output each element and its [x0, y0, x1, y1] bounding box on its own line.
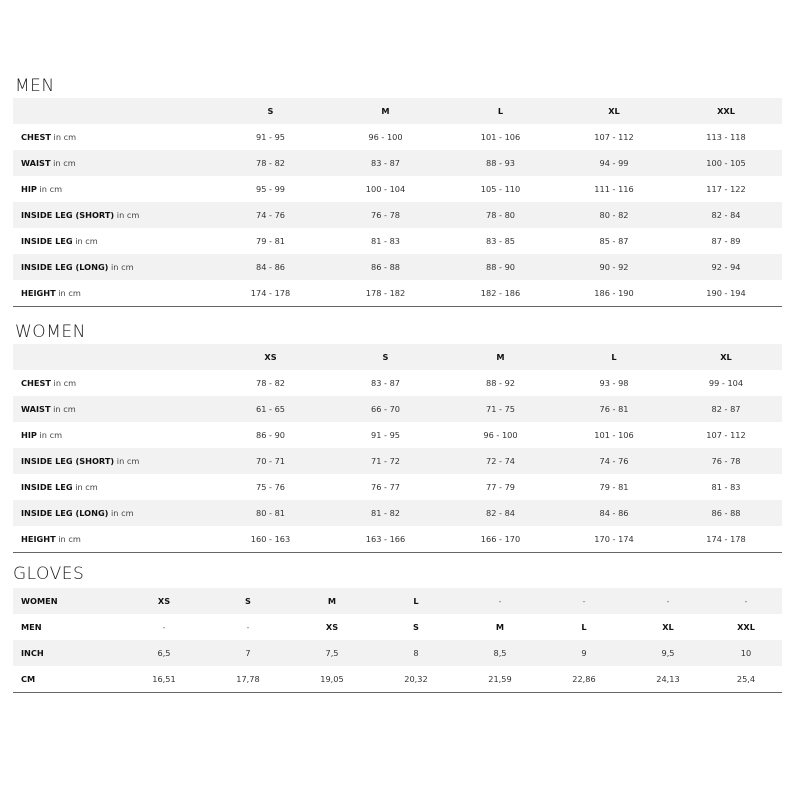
row-label-unit: in cm [108, 508, 134, 518]
men-title: MEN [15, 76, 55, 96]
table-cell: 91 - 95 [371, 430, 400, 440]
table-cell: 95 - 99 [256, 184, 285, 194]
table-cell: M [290, 588, 374, 614]
table-cell: 76 - 77 [371, 482, 400, 492]
row-label-measure: WAIST [21, 404, 51, 414]
table-cell: 82 - 87 [670, 396, 782, 422]
table-cell: XXL [737, 622, 755, 632]
table-cell: 88 - 92 [486, 378, 515, 388]
gloves-row-women [13, 588, 782, 614]
women-row-hip [13, 422, 782, 448]
table-cell: 7,5 [290, 640, 374, 666]
row-label-unit: in cm [114, 210, 140, 220]
table-cell: 92 - 94 [670, 254, 782, 280]
table-cell: 16,51 [122, 666, 206, 693]
table-cell: XS [325, 622, 339, 632]
table-cell: 78 - 80 [443, 202, 558, 228]
men-row-hip [13, 176, 782, 202]
table-cell: 190 - 194 [670, 280, 782, 307]
table-cell: 70 - 71 [213, 448, 328, 474]
row-label-unit: in cm [55, 288, 81, 298]
row-label-unit: in cm [114, 456, 140, 466]
table-cell: 86 - 90 [256, 430, 285, 440]
women-title: WOMEN [15, 322, 86, 342]
row-label-unit: in cm [36, 184, 63, 194]
women-row-chest [13, 370, 782, 396]
row-label-unit: in cm [36, 430, 63, 440]
table-cell: 76 - 78 [670, 448, 782, 474]
row-label-measure: CHEST [21, 132, 51, 142]
row-label [13, 254, 213, 280]
table-cell: - [710, 588, 782, 614]
men-size-header: S [213, 98, 328, 124]
men-size-header: L [443, 98, 558, 124]
row-label-measure: INSIDE LEG (LONG) [21, 262, 109, 272]
table-cell: 83 - 87 [328, 150, 443, 176]
row-label-unit: in cm [50, 132, 77, 142]
women-row-height [13, 526, 782, 553]
table-cell: 20,32 [374, 666, 458, 693]
table-cell: 78 - 82 [213, 150, 328, 176]
row-label [13, 448, 213, 474]
women-row-inside-leg [13, 474, 782, 500]
men-row-inside-leg [13, 228, 782, 254]
table-cell: 186 - 190 [558, 280, 670, 307]
row-label [13, 228, 213, 254]
table-cell: 88 - 90 [443, 254, 558, 280]
table-cell: 8 [374, 640, 458, 666]
table-cell: 77 - 79 [486, 482, 515, 492]
table-cell: 166 - 170 [443, 526, 558, 553]
row-label [13, 370, 213, 396]
row-label [13, 474, 213, 500]
table-cell: 66 - 70 [328, 396, 443, 422]
table-cell: 79 - 81 [599, 482, 629, 492]
women-size-table [13, 344, 782, 553]
gloves-title: GLOVES [13, 564, 85, 584]
table-cell: 74 - 76 [213, 202, 328, 228]
table-cell: 81 - 83 [371, 236, 400, 246]
table-cell: M [495, 622, 505, 632]
table-cell: S [413, 622, 419, 632]
table-cell: 107 - 112 [706, 430, 746, 440]
table-cell: 79 - 81 [256, 236, 285, 246]
women-size-header: XL [670, 344, 782, 370]
gloves-row-cm [13, 666, 782, 693]
table-cell: L [581, 622, 587, 632]
row-label [13, 150, 213, 176]
row-label-measure: CHEST [21, 378, 51, 388]
table-cell: 113 - 118 [706, 132, 746, 142]
gloves-size-table [13, 588, 782, 693]
table-cell: 170 - 174 [558, 526, 670, 553]
table-cell: 8,5 [458, 640, 542, 666]
table-cell: 174 - 178 [213, 280, 328, 307]
row-label-measure: HEIGHT [21, 288, 56, 298]
gloves-row-men [13, 614, 782, 640]
table-cell: 80 - 81 [213, 500, 328, 526]
table-cell: 21,59 [458, 666, 542, 693]
table-cell: 71 - 72 [328, 448, 443, 474]
row-label-measure: INSIDE LEG (LONG) [21, 508, 109, 518]
table-cell: 83 - 87 [371, 378, 400, 388]
table-cell: 163 - 166 [328, 526, 443, 553]
table-cell: 87 - 89 [711, 236, 741, 246]
table-cell: 80 - 82 [558, 202, 670, 228]
table-cell: 99 - 104 [708, 378, 744, 388]
table-cell: 105 - 110 [480, 184, 521, 194]
table-cell: - [458, 588, 542, 614]
table-cell: XS [122, 588, 206, 614]
table-cell: 86 - 88 [328, 254, 443, 280]
row-label-measure: HIP [21, 184, 37, 194]
table-cell: 85 - 87 [599, 236, 629, 246]
women-row-inside-leg-long [13, 500, 782, 526]
row-label [13, 176, 213, 202]
table-cell: 96 - 100 [483, 430, 518, 440]
row-label [13, 500, 213, 526]
women-header-row [13, 344, 782, 370]
table-cell: 7 [206, 640, 290, 666]
women-row-inside-leg-short [13, 448, 782, 474]
table-cell: 78 - 82 [256, 378, 285, 388]
gloves-row-inch [13, 640, 782, 666]
men-size-table [13, 98, 782, 307]
table-cell: - [626, 588, 710, 614]
men-header-empty [13, 98, 213, 124]
table-cell: 25,4 [710, 666, 782, 693]
row-label-unit: in cm [72, 482, 98, 492]
table-cell: 82 - 84 [443, 500, 558, 526]
row-label-measure: HIP [21, 430, 37, 440]
table-cell: 178 - 182 [328, 280, 443, 307]
table-cell: 83 - 85 [486, 236, 515, 246]
table-cell: 10 [710, 640, 782, 666]
table-cell: 174 - 178 [670, 526, 782, 553]
table-cell: S [206, 588, 290, 614]
women-size-header: L [558, 344, 670, 370]
men-size-header: XXL [670, 98, 782, 124]
row-label [13, 202, 213, 228]
table-cell: 22,86 [542, 666, 626, 693]
table-cell: 17,78 [206, 666, 290, 693]
row-label [13, 396, 213, 422]
table-cell: 19,05 [290, 666, 374, 693]
men-size-header: M [328, 98, 443, 124]
men-row-height [13, 280, 782, 307]
table-cell: 100 - 105 [670, 150, 782, 176]
women-size-header: S [328, 344, 443, 370]
row-label-measure: INSIDE LEG [21, 482, 73, 492]
men-row-waist [13, 150, 782, 176]
row-label-unit: in cm [55, 534, 81, 544]
table-cell: - [246, 622, 250, 632]
row-label-measure: HEIGHT [21, 534, 56, 544]
table-cell: 9,5 [626, 640, 710, 666]
men-row-inside-leg-long [13, 254, 782, 280]
row-label [13, 280, 213, 307]
table-cell: 96 - 100 [368, 132, 403, 142]
table-cell: 107 - 112 [594, 132, 634, 142]
table-cell: 93 - 98 [599, 378, 629, 388]
table-cell: 90 - 92 [558, 254, 670, 280]
table-cell: 76 - 78 [328, 202, 443, 228]
table-cell: 86 - 88 [670, 500, 782, 526]
table-cell: 6,5 [122, 640, 206, 666]
table-cell: 88 - 93 [443, 150, 558, 176]
table-cell: - [162, 622, 166, 632]
row-label-measure: WAIST [21, 158, 51, 168]
table-cell: 160 - 163 [213, 526, 328, 553]
row-label [13, 422, 213, 448]
table-cell: 111 - 116 [594, 184, 634, 194]
table-cell: 101 - 106 [594, 430, 634, 440]
row-label-measure: INSIDE LEG (SHORT) [21, 456, 115, 466]
table-cell: 84 - 86 [213, 254, 328, 280]
row-label: CM [13, 666, 122, 693]
row-label [13, 124, 213, 150]
women-size-header: XS [213, 344, 328, 370]
women-row-waist [13, 396, 782, 422]
table-cell: 72 - 74 [443, 448, 558, 474]
table-cell: 94 - 99 [558, 150, 670, 176]
table-cell: 61 - 65 [213, 396, 328, 422]
table-cell: 91 - 95 [256, 132, 285, 142]
row-label-measure: INSIDE LEG [21, 236, 73, 246]
table-cell: - [542, 588, 626, 614]
table-cell: 117 - 122 [706, 184, 746, 194]
men-size-header: XL [558, 98, 670, 124]
men-row-inside-leg-short [13, 202, 782, 228]
women-size-header: M [443, 344, 558, 370]
row-label-unit: in cm [50, 158, 76, 168]
row-label: INCH [13, 640, 122, 666]
women-header-empty [13, 344, 213, 370]
row-label-unit: in cm [50, 378, 77, 388]
table-cell: 75 - 76 [256, 482, 285, 492]
table-cell: 81 - 82 [328, 500, 443, 526]
row-label-unit: in cm [50, 404, 76, 414]
table-cell: 82 - 84 [670, 202, 782, 228]
table-cell: 84 - 86 [558, 500, 670, 526]
row-label-unit: in cm [108, 262, 134, 272]
row-label [13, 526, 213, 553]
row-label-measure: INSIDE LEG (SHORT) [21, 210, 115, 220]
table-cell: 81 - 83 [711, 482, 741, 492]
row-label: WOMEN [13, 588, 122, 614]
table-cell: 100 - 104 [365, 184, 406, 194]
table-cell: 76 - 81 [558, 396, 670, 422]
table-cell: 74 - 76 [558, 448, 670, 474]
table-cell: 101 - 106 [480, 132, 521, 142]
table-cell: 9 [542, 640, 626, 666]
row-label: MEN [21, 622, 42, 632]
table-cell: 71 - 75 [443, 396, 558, 422]
men-row-chest [13, 124, 782, 150]
table-cell: 24,13 [626, 666, 710, 693]
table-cell: 182 - 186 [443, 280, 558, 307]
men-header-row [13, 98, 782, 124]
table-cell: L [374, 588, 458, 614]
row-label-unit: in cm [72, 236, 98, 246]
table-cell: XL [662, 622, 674, 632]
